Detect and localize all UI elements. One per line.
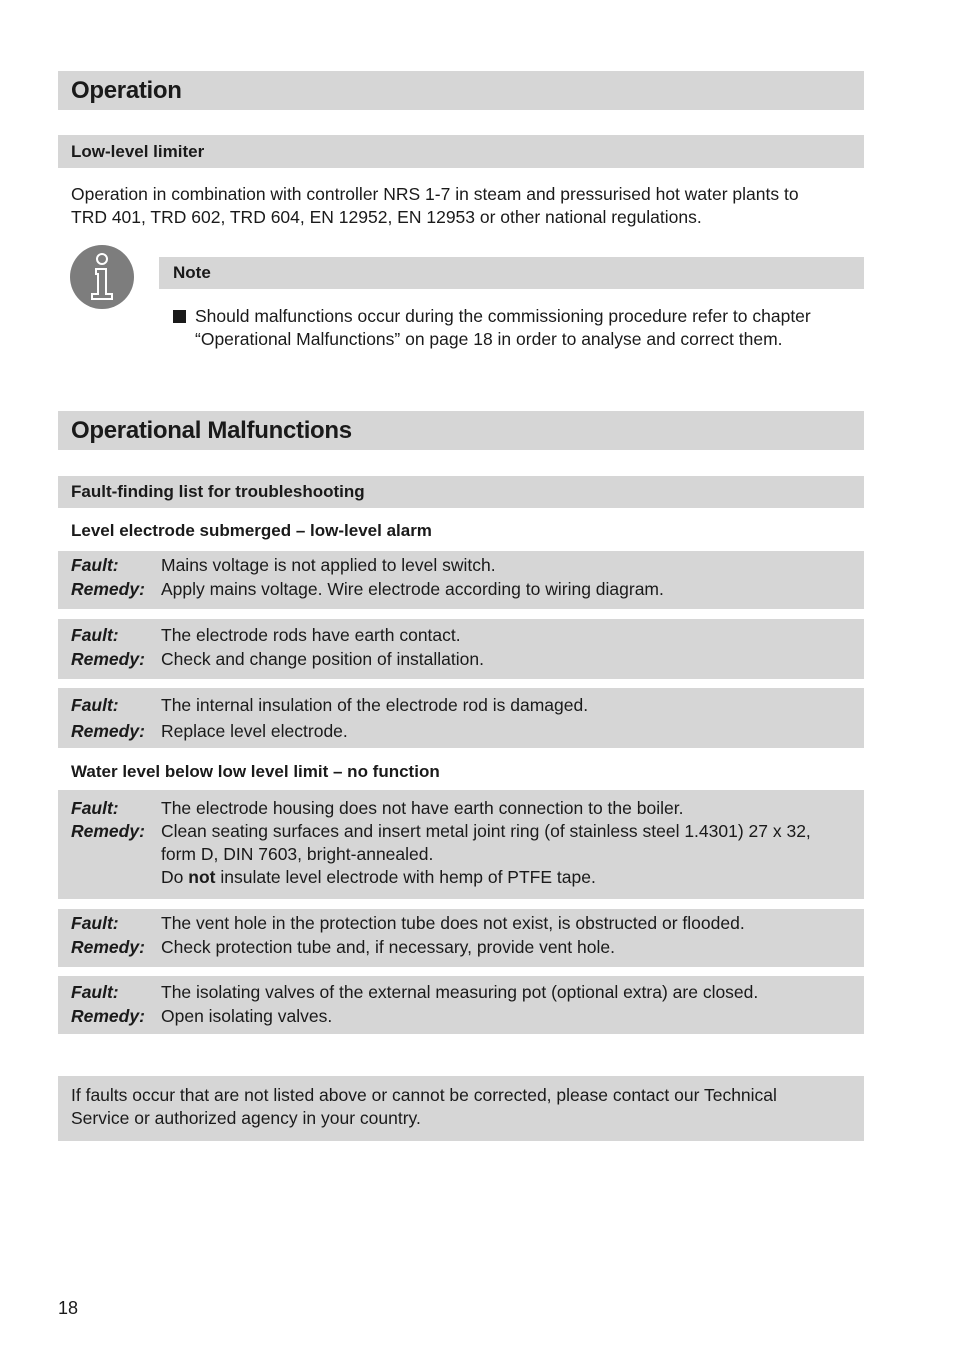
operation-intro-line: Operation in combination with controller NRS 1-7 in steam and pressurised hot water plants to — [71, 184, 799, 204]
contact-note-line: If faults occur that are not listed above or cannot be corrected, please contact our Technical — [71, 1085, 777, 1105]
remedy-label: Remedy: — [71, 579, 145, 599]
fault-remedy-block — [58, 688, 864, 748]
fault-text: The isolating valves of the external measuring pot (optional extra) are closed. — [161, 982, 759, 1002]
fault-label: Fault: — [71, 798, 119, 818]
remedy-label: Remedy: — [71, 649, 145, 669]
remedy-label: Remedy: — [71, 721, 145, 741]
remedy-text — [161, 820, 864, 889]
group-title-below-low-level: Water level below low level limit – no function — [71, 762, 440, 781]
note-text-line: “Operational Malfunctions” on page 18 in order to analyse and correct them. — [195, 329, 783, 349]
contact-note — [58, 1076, 864, 1141]
fault-label: Fault: — [71, 555, 119, 575]
fault-label: Fault: — [71, 913, 119, 933]
fault-text: The electrode rods have earth contact. — [161, 625, 461, 645]
bullet-square-icon — [173, 310, 186, 323]
fault-remedy-block — [58, 619, 864, 679]
remedy-text-emphasis: not — [188, 867, 216, 887]
fault-remedy-block — [58, 551, 864, 609]
remedy-text-part: insulate level electrode with hemp of PTFE tape. — [220, 867, 596, 887]
remedy-label: Remedy: — [71, 937, 145, 957]
remedy-text: Apply mains voltage. Wire electrode according to wiring diagram. — [161, 579, 664, 599]
fault-label: Fault: — [71, 982, 119, 1002]
fault-label: Fault: — [71, 695, 119, 715]
remedy-label: Remedy: — [71, 1006, 145, 1026]
remedy-text-part: Do — [161, 867, 184, 887]
fault-remedy-block — [58, 976, 864, 1034]
remedy-label: Remedy: — [71, 821, 145, 841]
remedy-text: Check protection tube and, if necessary, provide vent hole. — [161, 937, 615, 957]
contact-note-line: Service or authorized agency in your country. — [71, 1108, 421, 1128]
remedy-text-line: Clean seating surfaces and insert metal joint ring (of stainless steel 1.4301) 27 x 32, — [161, 821, 811, 841]
operation-intro — [71, 183, 851, 229]
fault-text: The vent hole in the protection tube does not exist, is obstructed or flooded. — [161, 913, 745, 933]
fault-label: Fault: — [71, 625, 119, 645]
subsection-title-low-level-limiter: Low-level limiter — [58, 135, 864, 168]
section-title-operation: Operation — [58, 71, 864, 110]
remedy-text-line: form D, DIN 7603, bright-annealed. — [161, 844, 434, 864]
remedy-text-line — [161, 866, 864, 889]
fault-remedy-block — [58, 790, 864, 899]
page-number: 18 — [58, 1298, 79, 1318]
remedy-text: Replace level electrode. — [161, 721, 348, 741]
subsection-title-fault-finding: Fault-finding list for troubleshooting — [58, 476, 864, 508]
remedy-text: Check and change position of installation. — [161, 649, 484, 669]
note-text — [195, 305, 855, 351]
operation-intro-line: TRD 401, TRD 602, TRD 604, EN 12952, EN 12953 or other national regulations. — [71, 207, 702, 227]
info-icon — [69, 244, 135, 310]
fault-text: The internal insulation of the electrode rod is damaged. — [161, 695, 589, 715]
group-title-electrode-submerged: Level electrode submerged – low-level alarm — [71, 521, 432, 540]
remedy-text: Open isolating valves. — [161, 1006, 333, 1026]
fault-text: The electrode housing does not have earth connection to the boiler. — [161, 798, 684, 818]
note-text-line: Should malfunctions occur during the commissioning procedure refer to chapter — [195, 306, 811, 326]
note-title: Note — [159, 257, 864, 289]
fault-text: Mains voltage is not applied to level switch. — [161, 555, 496, 575]
section-title-operational-malfunctions: Operational Malfunctions — [58, 411, 864, 450]
fault-remedy-block — [58, 909, 864, 967]
